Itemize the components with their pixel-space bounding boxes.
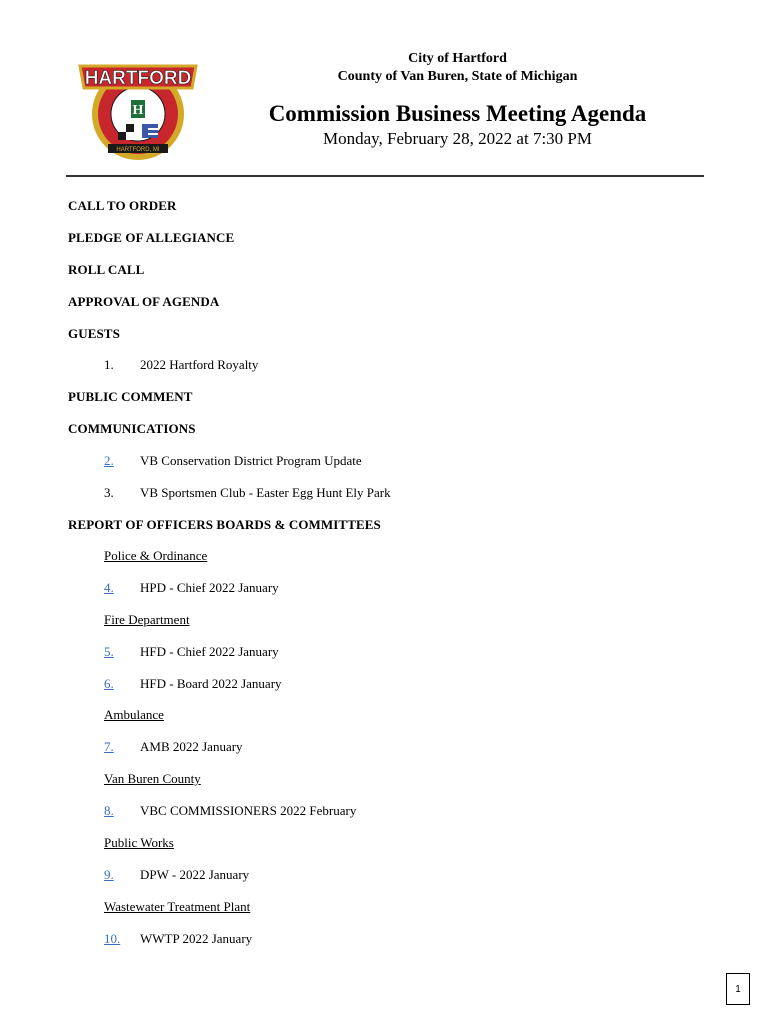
agenda-item-link[interactable]: 6.: [104, 676, 114, 691]
agenda-item-text: AMB 2022 January: [140, 739, 243, 754]
header-county: County of Van Buren, State of Michigan: [337, 69, 578, 84]
heading-reports: REPORT OF OFFICERS BOARDS & COMMITTEES: [68, 517, 381, 532]
logo-ribbon-text: HARTFORD, MI: [116, 147, 160, 153]
agenda-item-number: 1.: [104, 357, 114, 372]
agenda-item-link[interactable]: 9.: [104, 867, 114, 882]
agenda-item-text: WWTP 2022 January: [140, 931, 253, 946]
agenda-item-text: HPD - Chief 2022 January: [140, 580, 279, 595]
agenda-item-text: HFD - Chief 2022 January: [140, 644, 279, 659]
agenda-item-link[interactable]: 5.: [104, 644, 114, 659]
agenda-item-link[interactable]: 2.: [104, 453, 114, 468]
logo-center-letter: H: [132, 103, 144, 118]
agenda-item-link[interactable]: 10.: [104, 931, 121, 946]
agenda-item-link[interactable]: 4.: [104, 580, 114, 595]
page-number: 1: [726, 973, 750, 1005]
agenda-item-text: VB Sportsmen Club - Easter Egg Hunt Ely Park: [140, 485, 391, 500]
agenda-item-text: HFD - Board 2022 January: [140, 676, 282, 691]
subsection-police: Police & Ordinance: [104, 548, 208, 563]
heading-guests: GUESTS: [68, 326, 120, 341]
hartford-city-logo: [74, 54, 202, 164]
heading-approval: APPROVAL OF AGENDA: [68, 294, 220, 309]
header-divider: [66, 175, 704, 177]
subsection-fire: Fire Department: [104, 612, 190, 627]
heading-roll-call: ROLL CALL: [68, 262, 145, 277]
subsection-wastewater: Wastewater Treatment Plant: [104, 899, 251, 914]
agenda-item-text: 2022 Hartford Royalty: [140, 357, 259, 372]
logo-ring-text: CITY OF: [126, 92, 150, 98]
heading-public-comment: PUBLIC COMMENT: [68, 389, 193, 404]
agenda-item-link[interactable]: 7.: [104, 739, 114, 754]
heading-pledge: PLEDGE OF ALLEGIANCE: [68, 230, 235, 245]
heading-call-to-order: CALL TO ORDER: [68, 198, 177, 213]
logo-us-flag: [142, 124, 158, 138]
subsection-county: Van Buren County: [104, 771, 201, 786]
agenda-item-text: DPW - 2022 January: [140, 867, 250, 882]
agenda-item-link[interactable]: 8.: [104, 803, 114, 818]
header-city: City of Hartford: [408, 51, 507, 66]
agenda-item-number: 3.: [104, 485, 114, 500]
agenda-item-text: VBC COMMISSIONERS 2022 February: [140, 803, 357, 818]
logo-banner-text: HARTFORD: [84, 68, 192, 89]
meeting-date: Monday, February 28, 2022 at 7:30 PM: [323, 129, 592, 148]
subsection-ambulance: Ambulance: [104, 707, 164, 722]
agenda-item-text: VB Conservation District Program Update: [140, 453, 362, 468]
heading-communications: COMMUNICATIONS: [68, 421, 196, 436]
page-title: Commission Business Meeting Agenda: [268, 101, 647, 126]
subsection-public-works: Public Works: [104, 835, 174, 850]
